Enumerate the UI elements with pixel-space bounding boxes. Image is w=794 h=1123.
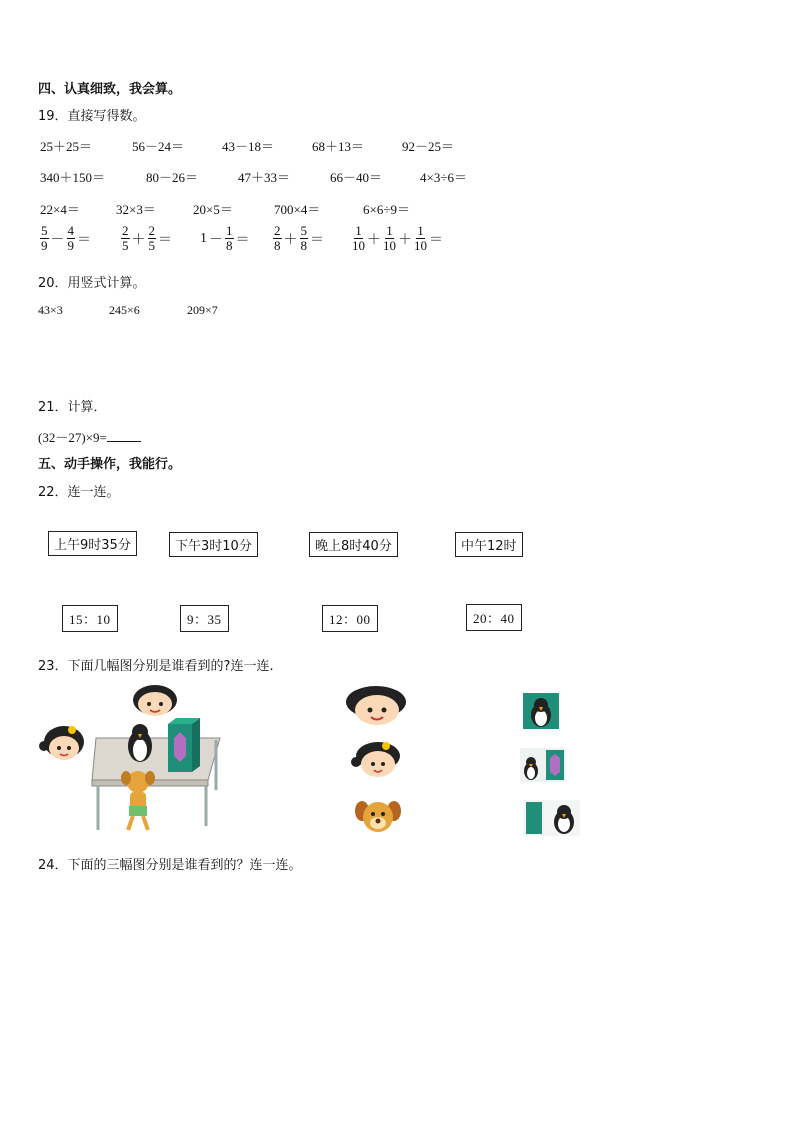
view-penguin-beside-hexagon-icon[interactable] [520,748,566,782]
equals: ＝ [77,232,91,248]
numerator: 1 [417,223,424,238]
q19-r1-c1: 25＋25＝ [40,139,93,154]
girl-eye [67,746,71,750]
q20-item-1: 43×3 [38,303,63,317]
q19-r3-c4: 700×4＝ [274,202,321,217]
numerator: 5 [300,223,307,238]
q19-r3-c3: 20×5＝ [193,202,233,217]
denominator: 8 [274,238,281,253]
numerator: 2 [274,223,281,238]
equals: ＝ [310,232,324,248]
girl-hairclip [68,726,76,734]
q19-r1-c2: 56－24＝ [132,139,185,154]
fraction-expression-1 [40,224,93,253]
numerator: 1 [386,223,393,238]
q23-title: 23．下面几幅图分别是谁看到的?连一连. [38,659,274,674]
time-card-3[interactable]: 晚上8时40分 [309,532,398,557]
box-side [192,718,200,772]
denominator: 8 [226,238,233,253]
operator: ＋ [398,232,412,248]
boy-head-icon[interactable] [344,684,408,728]
q19-r1-c5: 92－25＝ [402,139,455,154]
time-card-1[interactable]: 上午9时35分 [48,531,137,556]
denominator: 10 [352,238,365,253]
dog-head [127,771,149,793]
time-card-2[interactable]: 下午3时10分 [169,532,258,557]
clock-card-4[interactable]: 20：40 [466,604,522,631]
denominator: 8 [300,238,307,253]
view-penguin-front-box-icon[interactable] [522,692,560,730]
penguin-belly [133,739,147,761]
numerator: 4 [67,223,74,238]
q20-item-3: 209×7 [187,303,218,317]
view-box-then-penguin-icon[interactable] [524,800,580,836]
q19-r1-c4: 68＋13＝ [312,139,365,154]
numerator: 5 [41,223,48,238]
q21-expression-text: (32－27)×9= [38,430,107,445]
dog-shorts [129,806,147,816]
numerator: 2 [148,223,155,238]
equals: ＝ [235,232,250,248]
denominator: 10 [383,238,396,253]
operator: ＋ [283,232,298,248]
fraction-expression-3 [200,224,252,253]
denominator: 5 [122,238,129,253]
dog-leg [143,816,148,830]
girl-pigtail [39,741,49,751]
denominator: 10 [414,238,427,253]
operator: － [50,232,65,248]
child-eye [147,702,151,706]
hexagon-shape [174,732,186,762]
q19-r2-c5: 4×3÷6＝ [420,170,467,185]
clock-card-3[interactable]: 12：00 [322,605,378,632]
operator: ＋ [367,232,381,248]
numerator: 2 [122,223,129,238]
dog-leg [128,816,133,830]
q19-r2-c1: 340＋150＝ [40,170,106,185]
q19-r2-c4: 66－40＝ [330,170,383,185]
q21-expression [38,427,141,446]
q21-title: 21．计算． [38,400,107,415]
fraction-expression-5 [352,224,445,253]
q19-title: 19．直接写得数。 [38,109,146,124]
child-eye [159,702,163,706]
numerator: 1 [226,223,233,238]
q19-r2-c3: 47＋33＝ [238,170,291,185]
fraction-expression-2 [121,224,174,253]
dog-ear [121,771,131,785]
girl-head-icon[interactable] [348,740,404,780]
table-top [92,738,220,780]
girl-face [49,736,79,760]
operator: － [209,232,223,248]
denominator: 5 [148,238,155,253]
section-5-title: 五、动手操作，我能行。 [38,457,182,472]
denominator: 9 [67,238,74,253]
girl-eye [57,746,61,750]
q20-item-2: 245×6 [109,303,140,317]
dog-ear [145,771,155,785]
operator: ＋ [131,232,146,248]
dog-head-icon[interactable] [354,797,402,837]
table-scene-illustration [36,680,236,840]
q19-r2-c2: 80－26＝ [146,170,199,185]
q20-title: 20．用竖式计算。 [38,276,146,291]
q19-r1-c3: 43－18＝ [222,139,275,154]
q19-r3-c5: 6×6÷9＝ [363,202,410,217]
clock-card-2[interactable]: 9：35 [180,605,229,632]
q24-title: 24．下面的三幅图分别是谁看到的？连一连。 [38,858,302,873]
equals: ＝ [158,232,172,248]
fraction-expression-4 [273,224,326,253]
time-card-4[interactable]: 中午12时 [455,532,523,557]
clock-card-1[interactable]: 15：10 [62,605,118,632]
q19-r3-c1: 22×4＝ [40,202,80,217]
q19-r3-c2: 32×3＝ [116,202,156,217]
denominator: 9 [41,238,48,253]
answer-blank[interactable] [107,429,141,442]
q22-title: 22．连一连。 [38,485,120,500]
whole-number: 1 [200,230,207,246]
equals: ＝ [429,232,443,248]
section-4-title: 四、认真细致，我会算。 [38,82,182,97]
numerator: 1 [355,223,362,238]
